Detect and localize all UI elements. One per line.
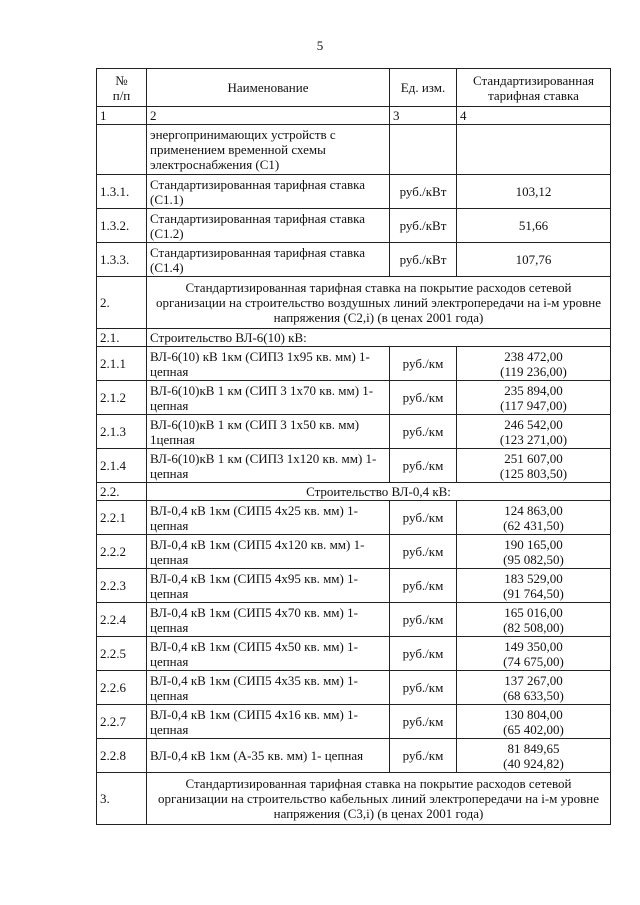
header-rate: Стандартизированная тарифная ставка: [457, 69, 611, 107]
row-unit: руб./км: [390, 671, 457, 705]
row-value-secondary: (91 764,50): [503, 585, 564, 601]
row-value-main: 235 894,00: [504, 382, 563, 398]
table-row: [97, 209, 611, 243]
row-name: ВЛ-6(10)кВ 1 км (СИП 3 1х70 кв. мм) 1-цепная: [147, 381, 390, 415]
row-number: 2.2.8: [97, 739, 147, 773]
row-number: 2.2.5: [97, 637, 147, 671]
table-row: [97, 415, 611, 449]
row-value: [457, 501, 611, 535]
row-number: 2.2.3: [97, 569, 147, 603]
row-value-secondary: (117 947,00): [500, 397, 567, 413]
row-value: [457, 243, 611, 277]
row-value-secondary: (119 236,00): [500, 363, 567, 379]
section-3-row: [97, 773, 611, 825]
row-value-secondary: (62 431,50): [503, 517, 564, 533]
row-number: 2.1.1: [97, 347, 147, 381]
table-row: [97, 671, 611, 705]
row-value-secondary: (125 803,50): [499, 465, 568, 481]
row-unit: руб./км: [390, 449, 457, 483]
row-value-secondary: (123 271,00): [499, 431, 568, 447]
page-number: 5: [316, 38, 324, 53]
row-unit: руб./км: [390, 347, 457, 381]
row-number: 2.1.4: [97, 449, 147, 483]
row-name: Стандартизированная тарифная ставка (С1.2): [147, 209, 390, 243]
row-unit: руб./км: [390, 381, 457, 415]
row-value-main: 130 804,00: [504, 706, 563, 722]
row-value: [457, 603, 611, 637]
col-index-3: 3: [390, 107, 457, 125]
row-value-main: 51,66: [518, 218, 549, 233]
continuation-num: [97, 125, 147, 175]
row-number: 1.3.3.: [97, 243, 147, 277]
continuation-value: [457, 125, 611, 175]
row-unit: руб./км: [390, 603, 457, 637]
section-2-row: [97, 277, 611, 329]
col-index-1: 1: [97, 107, 147, 125]
row-value-main: 107,76: [515, 252, 552, 267]
row-value: [457, 535, 611, 569]
table-row: [97, 535, 611, 569]
header-name: Наименование: [147, 69, 390, 107]
table-row: [97, 603, 611, 637]
row-value-main: 103,12: [515, 184, 552, 199]
subsection-2-2-row-num: 2.2.: [97, 483, 147, 501]
col-index-2: 2: [147, 107, 390, 125]
row-name: ВЛ-0,4 кВ 1км (А-35 кв. мм) 1- цепная: [147, 739, 390, 773]
subsection-2-1-row: [97, 329, 611, 347]
row-unit: руб./кВт: [390, 209, 457, 243]
table-row: [97, 739, 611, 773]
subsection-2-1-row-text: Строительство ВЛ-6(10) кВ:: [147, 329, 611, 347]
col-index-4: 4: [457, 107, 611, 125]
row-unit: руб./км: [390, 705, 457, 739]
row-value-main: 246 542,00: [504, 416, 563, 432]
header-row: [97, 69, 611, 107]
row-number: 1.3.1.: [97, 175, 147, 209]
row-number: 2.2.6: [97, 671, 147, 705]
row-value: [457, 347, 611, 381]
continuation-unit: [390, 125, 457, 175]
row-number: 2.2.7: [97, 705, 147, 739]
table-row: [97, 705, 611, 739]
table-row: [97, 637, 611, 671]
row-unit: руб./км: [390, 569, 457, 603]
row-unit: руб./км: [390, 535, 457, 569]
row-number: 2.2.2: [97, 535, 147, 569]
row-name: Стандартизированная тарифная ставка (С1.4): [147, 243, 390, 277]
row-name: ВЛ-0,4 кВ 1км (СИП5 4х120 кв. мм) 1- цепная: [147, 535, 390, 569]
column-index-row: [97, 107, 611, 125]
row-value-main: 165 016,00: [504, 604, 563, 620]
row-value-main: 238 472,00: [504, 348, 563, 364]
continuation-text: энергопринимающих устройств с применением временной схемы электроснабжения (С1): [147, 125, 390, 175]
row-name: ВЛ-6(10) кВ 1км (СИП3 1х95 кв. мм) 1-цепная: [147, 347, 390, 381]
table-row: [97, 243, 611, 277]
header-num: № п/п: [97, 69, 147, 107]
row-value-secondary: (82 508,00): [503, 619, 564, 635]
row-value-main: 183 529,00: [504, 570, 563, 586]
row-name: ВЛ-0,4 кВ 1км (СИП5 4х95 кв. мм) 1- цепная: [147, 569, 390, 603]
section-2-row-text: Стандартизированная тарифная ставка на покрытие расходов сетевой организации на строительство воздушных линий электропередачи на i-м уровне напряжения (С2,i) (в ценах 2001 года): [147, 277, 611, 329]
row-value: [457, 671, 611, 705]
row-value: [457, 705, 611, 739]
row-unit: руб./км: [390, 501, 457, 535]
row-name: ВЛ-0,4 кВ 1км (СИП5 4х25 кв. мм) 1- цепная: [147, 501, 390, 535]
row-number: 2.1.3: [97, 415, 147, 449]
row-value: [457, 569, 611, 603]
continuation-row: [97, 125, 611, 175]
row-name: ВЛ-0,4 кВ 1км (СИП5 4х35 кв. мм) 1- цепная: [147, 671, 390, 705]
tariff-table: [96, 68, 611, 825]
row-value-main: 124 863,00: [504, 502, 563, 518]
row-number: 2.1.2: [97, 381, 147, 415]
table-row: [97, 449, 611, 483]
row-value: [457, 209, 611, 243]
row-unit: руб./км: [390, 739, 457, 773]
row-value-secondary: (40 924,82): [503, 755, 564, 771]
header-unit: Ед. изм.: [390, 69, 457, 107]
table-row: [97, 569, 611, 603]
row-name: ВЛ-6(10)кВ 1 км (СИП3 1х120 кв. мм) 1-цепная: [147, 449, 390, 483]
row-name: ВЛ-6(10)кВ 1 км (СИП 3 1х50 кв. мм) 1цепная: [147, 415, 390, 449]
row-value-secondary: (95 082,50): [503, 551, 564, 567]
row-number: 2.2.4: [97, 603, 147, 637]
row-value: [457, 637, 611, 671]
row-value-secondary: (74 675,00): [503, 653, 564, 669]
table-row: [97, 381, 611, 415]
table-row: [97, 347, 611, 381]
row-value-secondary: (65 402,00): [503, 721, 564, 737]
row-value: [457, 449, 611, 483]
row-value-main: 149 350,00: [504, 638, 563, 654]
row-value: [457, 175, 611, 209]
row-unit: руб./км: [390, 415, 457, 449]
row-number: 1.3.2.: [97, 209, 147, 243]
row-number: 2.2.1: [97, 501, 147, 535]
row-name: Стандартизированная тарифная ставка (С1.1): [147, 175, 390, 209]
row-value: [457, 381, 611, 415]
row-value-main: 81 849,65: [507, 740, 560, 756]
row-unit: руб./кВт: [390, 243, 457, 277]
row-unit: руб./кВт: [390, 175, 457, 209]
row-value-main: 137 267,00: [504, 672, 563, 688]
row-unit: руб./км: [390, 637, 457, 671]
section-2-row-num: 2.: [97, 277, 147, 329]
row-value-secondary: (68 633,50): [503, 687, 564, 703]
row-name: ВЛ-0,4 кВ 1км (СИП5 4х16 кв. мм) 1- цепная: [147, 705, 390, 739]
row-name: ВЛ-0,4 кВ 1км (СИП5 4х50 кв. мм) 1- цепная: [147, 637, 390, 671]
table-row: [97, 501, 611, 535]
row-value: [457, 415, 611, 449]
row-value-main: 190 165,00: [504, 536, 563, 552]
section-3-row-text: Стандартизированная тарифная ставка на покрытие расходов сетевой организации на строительство кабельных линий электропередачи на i-м уровне напряжения (С3,i) (в ценах 2001 года): [147, 773, 611, 825]
section-3-row-num: 3.: [97, 773, 147, 825]
subsection-2-2-row: [97, 483, 611, 501]
row-name: ВЛ-0,4 кВ 1км (СИП5 4х70 кв. мм) 1- цепная: [147, 603, 390, 637]
subsection-2-1-row-num: 2.1.: [97, 329, 147, 347]
table-row: [97, 175, 611, 209]
row-value-main: 251 607,00: [504, 450, 563, 466]
subsection-2-2-row-text: Строительство ВЛ-0,4 кВ:: [147, 483, 611, 501]
row-value: [457, 739, 611, 773]
